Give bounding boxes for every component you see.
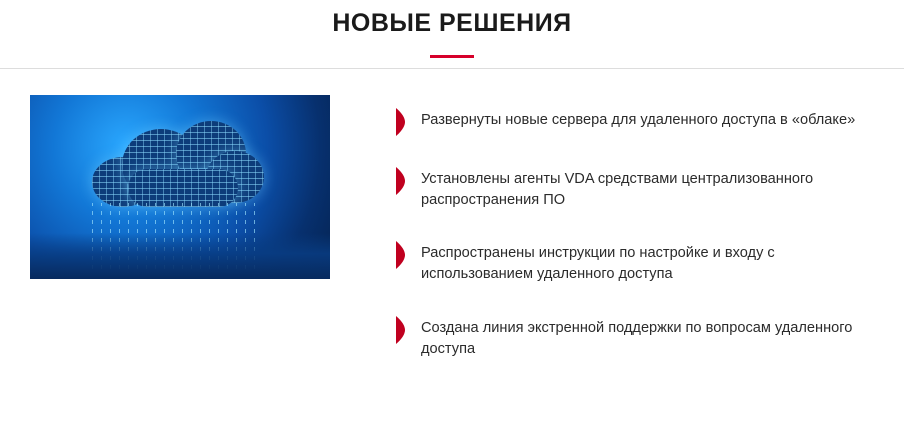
bullet-list <box>395 110 885 360</box>
title-underline <box>430 55 474 58</box>
list-item-label: Установлены агенты VDA средствами централизованного распространения ПО <box>421 171 814 209</box>
arrow-bullet-icon <box>395 240 407 270</box>
data-rain <box>92 203 262 269</box>
cloud-art <box>30 95 330 279</box>
list-item <box>395 318 885 360</box>
list-item <box>395 110 885 137</box>
page-title: НОВЫЕ РЕШЕНИЯ <box>332 9 572 37</box>
list-item <box>395 169 885 211</box>
cloud-illustration <box>30 95 330 279</box>
list-item <box>395 243 885 285</box>
list-item-label: Развернуты новые сервера для удаленного доступа в «облаке» <box>421 112 856 128</box>
arrow-bullet-icon <box>395 166 407 196</box>
arrow-bullet-icon <box>395 315 407 345</box>
title-block <box>0 8 904 58</box>
list-item-label: Распространены инструкции по настройке и входу с использованием удаленного доступа <box>421 245 775 283</box>
cloud-lobe <box>128 169 238 207</box>
list-item-label: Создана линия экстренной поддержки по вопросам удаленного доступа <box>421 319 853 357</box>
cloud-icon <box>88 121 266 207</box>
header-divider <box>0 68 904 69</box>
arrow-bullet-icon <box>395 107 407 137</box>
